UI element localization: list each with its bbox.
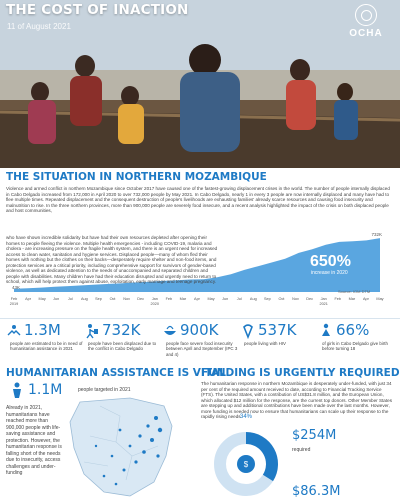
chart-x-tick: Mar — [348, 297, 356, 301]
situation-paragraph-1: Violence and armed conflict in northern Mozambique since October 2017 have caused one of the fastest-growing displacement crises in the world. The number of people internally displaced in Cabo Delgado increased from 172,000 in April 2020 to over 732,000 people by May 2021. In Cabo Delgado, nearly 1 in every 3 people are now internally displaced and many have had to flee multiple times. Repeated displacement and the consequent destruction of people's livelihoods are exhausting families' already scarce resources and causing food insecurity and malnutrition to rise. In the three northern provinces, more than 900,000 people are severely food insecure, and a recent analysis highlighted the impact of the crisis on both displaced people and host communities, — [6, 186, 390, 213]
logo-text: OCHA — [349, 28, 383, 39]
chart-x-tick: Jun — [53, 297, 60, 301]
chart-x-tick-year: 2021 — [319, 302, 328, 306]
stat-label: people have been displaced due to the conflict in Cabo Delgado — [88, 341, 157, 352]
people-icon — [10, 382, 24, 398]
stat-label: of girls in Cabo Delgado give birth before turning 18 — [322, 341, 388, 352]
chart-x-tick: Jan — [320, 297, 327, 301]
cabo-delgado-map — [60, 396, 190, 500]
hands-icon — [6, 323, 22, 339]
chart-end-label: 732K — [371, 232, 382, 238]
chart-x-tick: Dec — [306, 297, 313, 301]
chart-x-tick: Sep — [95, 297, 102, 301]
stat-label: people are estimated to be in need of humanitarian assistance in 2021 — [10, 341, 83, 352]
situation-paragraph-2: who have shown incredible solidarity but have had their own resources depleted after opening their homes to people fleeing the violence. Multiple health emergencies - including COVID-19, malaria and cholera - are increasing pressure on the fragile health system, and there is an urgent need for increased access to clean water, sanitation and hygiene services. Displaced people—many of whom fled their homes with nothing but the clothes on their backs—desperately require shelter and non-food items, and protection services are a critical priority, including comprehensive support for survivors of gender-based violence, as well as dedicated attention to the needs of unaccompanied and separated children and people with disabilities. Many children have had their education disrupted and urgently need to return to school, which will help protect them against abuse, exploitation, early marriage and teenage pregnancy. — [6, 235, 218, 284]
targeted-value: 1.1M — [28, 382, 63, 398]
stat-value: 900K — [180, 321, 219, 339]
chart-x-tick: Dec — [137, 297, 145, 301]
funding-paragraph: The humanitarian response in northern Mozambique is desperately under-funded, with just 34 per cent of the required amount received to date, according to Financial Tracking Service (FTS). The United States, with a contribution of US$31.8 million, and the European Union, which allocated $12 million for the response, are the current top donors. Other Member States are stepping up and additional contributions have been made over the last months. However, more funding is needed now to ensure that humanitarians can scale up their response to the rapidly rising needs. — [201, 381, 392, 419]
increase-label: increase in 2020 — [311, 270, 348, 276]
chart-x-tick: Feb — [10, 297, 18, 301]
received-value: $86.3M — [292, 484, 341, 499]
increase-value: 650% — [310, 253, 351, 270]
chart-x-tick: Aug — [81, 297, 88, 301]
chart-x-tick: Apr — [194, 297, 200, 301]
chart-x-tick: Apr — [362, 297, 369, 301]
chart-x-tick: Mar — [179, 297, 187, 301]
chart-x-tick: May — [38, 297, 46, 301]
stat-value: 66% — [336, 321, 370, 339]
required-value: $254M — [292, 428, 337, 443]
key-figures — [0, 318, 400, 360]
targeted-label: people targeted in 2021 — [78, 387, 131, 393]
percent-funded: 34% — [240, 414, 253, 420]
chart-x-tick: Oct — [109, 297, 116, 301]
funding-donut-chart — [208, 412, 284, 500]
funding-heading: FUNDING IS URGENTLY REQUIRED — [201, 367, 400, 379]
required-label: required — [292, 447, 311, 453]
chart-x-tick-year: 2019 — [9, 302, 19, 306]
chart-start-label: 43K — [12, 285, 21, 290]
hero-photo — [0, 0, 400, 168]
chart-x-tick: May — [376, 297, 384, 301]
stat-value: 732K — [102, 321, 141, 339]
hiv-icon — [240, 323, 256, 339]
stat-value: 1.3M — [24, 321, 61, 339]
chart-x-tick: Apr — [25, 297, 32, 301]
dollar-sign: $ — [243, 460, 249, 469]
chart-source: Source: IOM DTM — [338, 289, 371, 294]
chart-x-tick: Jan — [151, 297, 158, 301]
situation-heading: THE SITUATION IN NORTHERN MOZAMBIQUE — [6, 171, 267, 183]
assistance-paragraph: Already in 2021, humanitarians have reached more than 900,000 people with life-saving assistance and protection. However, the humanitarian response is falling short of the needs due to insecurity, access challenges and under-funding — [6, 405, 62, 476]
publication-date: 11 of August 2021 — [7, 22, 71, 31]
assistance-heading: HUMANITARIAN ASSISTANCE IS VITAL — [6, 367, 226, 379]
chart-x-tick: May — [207, 297, 215, 301]
chart-x-tick: Aug — [249, 297, 257, 301]
food-icon — [162, 323, 178, 339]
stat-value: 537K — [258, 321, 297, 339]
chart-x-tick: Oct — [278, 297, 285, 301]
chart-x-tick: Sep — [264, 297, 271, 301]
chart-x-tick: Jul — [67, 297, 73, 301]
chart-x-tick: Nov — [123, 297, 130, 301]
chart-x-tick: Feb — [165, 297, 173, 301]
chart-x-tick-year: 2020 — [150, 302, 159, 306]
stat-label: people face severe food insecurity between April and September (IPC 3 and 4) — [166, 341, 238, 357]
ocha-logo — [342, 4, 390, 39]
chart-x-tick: Nov — [292, 297, 299, 301]
chart-x-tick: Jun — [222, 297, 229, 301]
page-title: THE COST OF INACTION — [6, 2, 189, 18]
girl-icon — [318, 323, 334, 339]
un-emblem-icon — [355, 4, 377, 26]
chart-x-tick: Feb — [334, 297, 342, 301]
displaced-icon — [84, 323, 100, 339]
stat-label: people living with HIV — [244, 341, 286, 346]
chart-x-tick: Jul — [236, 297, 242, 301]
